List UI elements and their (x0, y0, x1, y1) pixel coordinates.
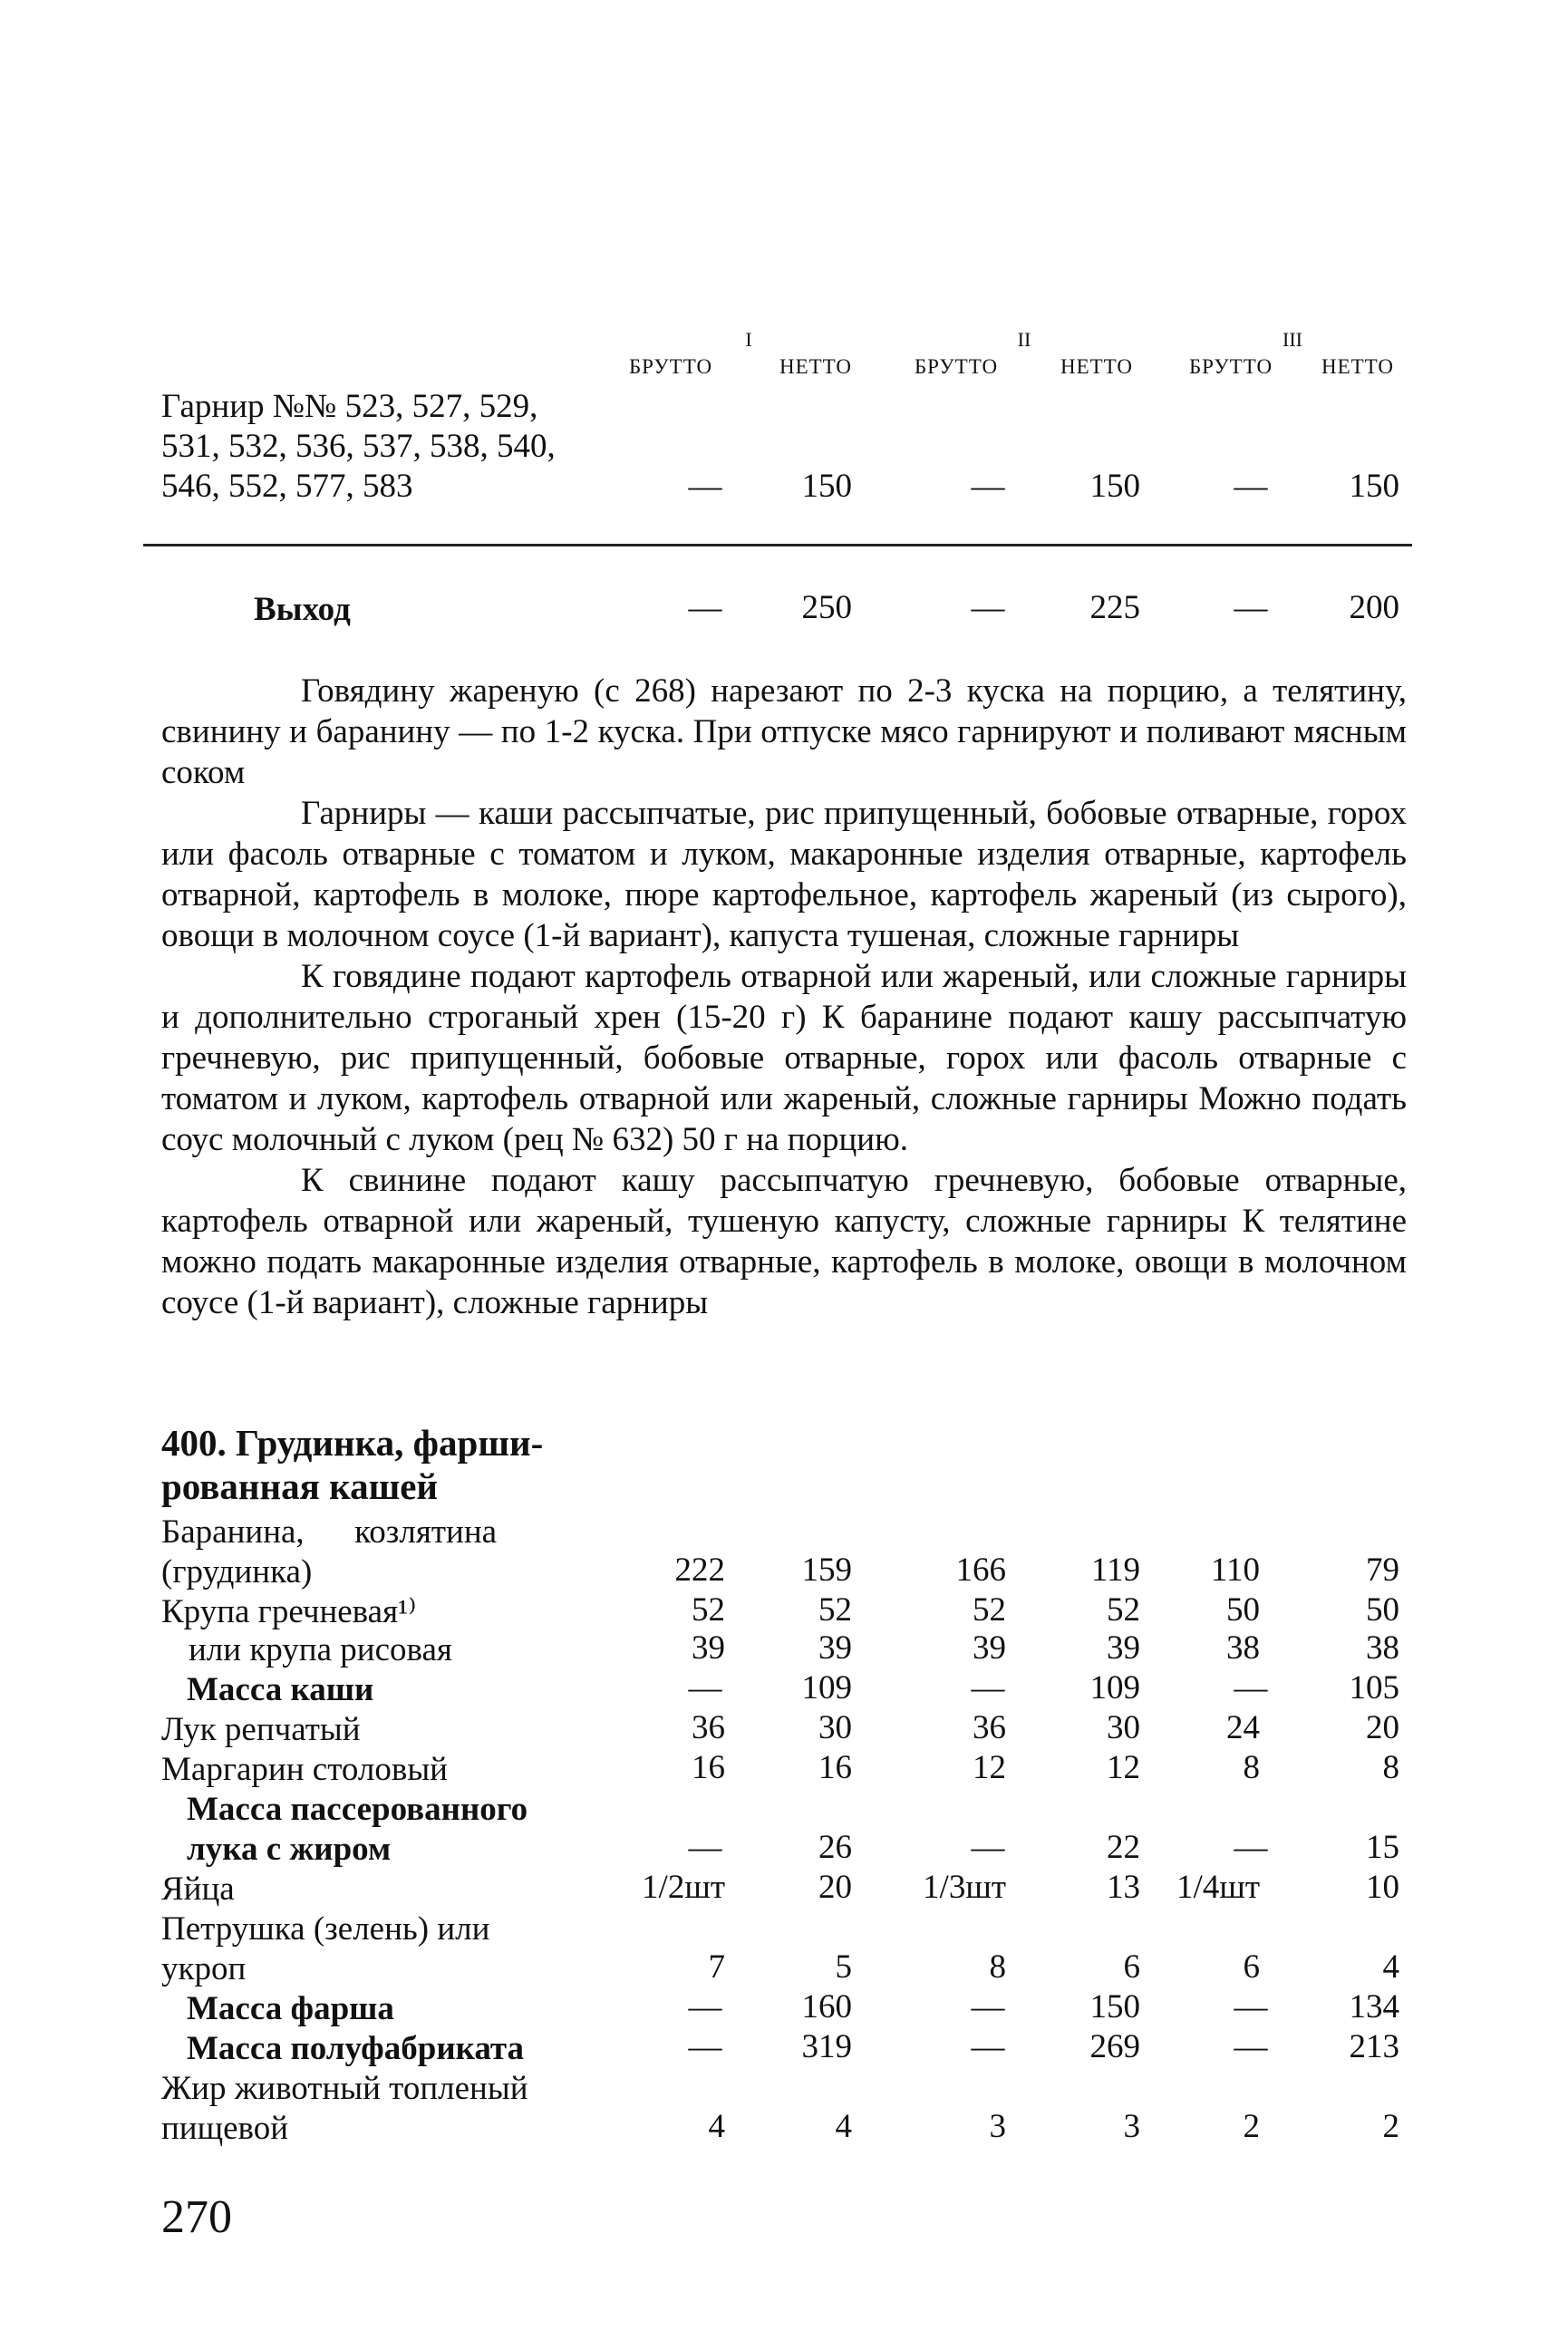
recipe-value: — (1234, 2028, 1268, 2065)
recipe-value: 110 (1210, 1552, 1260, 1589)
garnish-value: — (688, 468, 722, 505)
garnish-value: 150 (1089, 468, 1140, 505)
recipe-row-label: Масса фарша (187, 1990, 394, 2027)
recipe-row-label: Лук репчатый (161, 1711, 361, 1748)
recipe-value: 8 (1243, 1749, 1260, 1786)
recipe-value: 26 (818, 1829, 852, 1866)
brutto-header-2: БРУТТО (914, 355, 999, 378)
garnish-value: — (971, 468, 1005, 505)
recipe-value: — (688, 1988, 722, 2025)
recipe-value: — (688, 2028, 722, 2065)
recipe-value: 8 (1382, 1749, 1399, 1786)
recipe-value: 15 (1366, 1829, 1399, 1866)
recipe-value: 20 (818, 1869, 852, 1906)
garnish-value: 150 (801, 468, 852, 505)
recipe-value: 4 (835, 2108, 852, 2145)
recipe-value: 6 (1243, 1948, 1260, 1986)
recipe-row-label: Петрушка (зелень) или (161, 1910, 490, 1948)
recipe-value: 30 (818, 1709, 852, 1746)
output-value: — (688, 589, 722, 626)
recipe-value: 119 (1090, 1552, 1140, 1589)
recipe-value: 5 (835, 1948, 852, 1986)
recipe-value: 10 (1366, 1869, 1399, 1906)
recipe-value: 134 (1349, 1988, 1399, 2025)
recipe-value: 20 (1366, 1709, 1399, 1746)
recipe-value: — (971, 1669, 1005, 1706)
recipe-value: 8 (989, 1948, 1006, 1986)
paragraph: К говядине подают картофель отварной или жареный, или сложные гарниры и дополнительно строганый хрен (15-20 г) К баранине подают кашу рассыпчатую гречневую, рис припущенный, бобовые отварные, горох или фасоль отварные с томатом и луком, картофель отварной или жареный, сложные гарниры Можно подать соус молочный с луком (рец № 632) 50 г на порцию. (161, 958, 1407, 1158)
garnish-value: 150 (1349, 468, 1399, 505)
recipe-value: 109 (801, 1669, 852, 1706)
recipe-value: 222 (674, 1552, 725, 1589)
recipe-value: 160 (801, 1988, 852, 2025)
recipe-value: 13 (1107, 1869, 1140, 1906)
garnish-label-line: 546, 552, 577, 583 (161, 468, 413, 505)
garnish-label-line: Гарнир №№ 523, 527, 529, (161, 388, 538, 425)
recipe-value: — (1234, 1669, 1268, 1706)
recipe-value: 30 (1107, 1709, 1140, 1746)
recipe-value: — (688, 1669, 722, 1706)
recipe-value: 39 (818, 1629, 852, 1667)
group-header-2: II (1017, 328, 1031, 351)
recipe-value: 36 (692, 1709, 725, 1746)
recipe-value: 166 (955, 1552, 1006, 1589)
recipe-value: 16 (692, 1749, 725, 1786)
recipe-value: 39 (692, 1629, 725, 1667)
netto-header-2: НЕТТО (1060, 355, 1134, 378)
recipe-value: 1/3шт (923, 1869, 1006, 1906)
recipe-row-label: лука с жиром (187, 1831, 392, 1868)
recipe-row-label: укроп (161, 1950, 247, 1987)
recipe-value: 12 (1107, 1749, 1140, 1786)
recipe-value: 7 (708, 1948, 725, 1986)
recipe-value: 2 (1382, 2108, 1399, 2145)
recipe-value: 3 (989, 2108, 1006, 2145)
recipe-row-label: или крупа рисовая (189, 1631, 452, 1668)
garnish-value: — (1234, 468, 1268, 505)
recipe-value: 12 (973, 1749, 1006, 1786)
recipe-value: — (688, 1829, 722, 1866)
page-number: 270 (161, 2191, 232, 2243)
recipe-value: 52 (692, 1591, 725, 1629)
recipe-value: 4 (1382, 1948, 1399, 1986)
paragraph: К свинине подают кашу рассыпчатую гречневую, бобовые отварные, картофель отварной или жареный, тушеную капусту, сложные гарниры К телятине можно подать макаронные изделия отварные, картофель в молоке, овощи в молочном соусе (1-й вариант), сложные гарниры (161, 1162, 1407, 1321)
group-header-1: I (745, 328, 752, 351)
recipe-value: 38 (1226, 1629, 1260, 1667)
netto-header-1: НЕТТО (779, 355, 853, 378)
output-value: 250 (801, 589, 852, 626)
recipe-value: 16 (818, 1749, 852, 1786)
recipe-title-line: рованная кашей (161, 1465, 439, 1507)
recipe-value: 319 (801, 2028, 852, 2065)
recipe-value: 159 (801, 1552, 852, 1589)
recipe-row-label: Масса полуфабриката (187, 2030, 525, 2067)
recipe-row-label: (грудинка) (161, 1553, 313, 1590)
recipe-row-label: Масса пассерованного (187, 1791, 528, 1828)
recipe-row-label: Яйца (161, 1871, 235, 1908)
recipe-row-label: Крупа гречневая¹⁾ (161, 1593, 417, 1630)
recipe-value: 52 (1107, 1591, 1140, 1629)
recipe-value: — (971, 1829, 1005, 1866)
recipe-value: 1/4шт (1176, 1869, 1260, 1906)
recipe-value: 6 (1123, 1948, 1140, 1986)
recipe-value: 22 (1107, 1829, 1140, 1866)
recipe-value: 50 (1366, 1591, 1399, 1629)
recipe-value: 39 (1107, 1629, 1140, 1667)
recipe-row-label: Баранина, козлятина (161, 1513, 498, 1551)
recipe-value: 150 (1089, 1988, 1140, 2025)
paragraph: Говядину жареную (с 268) нарезают по 2-3 куска на порцию, а телятину, свинину и баранину — по 1-2 куска. При отпуске мясо гарнируют и поливают мясным соком (161, 672, 1407, 791)
recipe-title (161, 1421, 543, 1508)
recipe-value: — (1234, 1988, 1268, 2025)
recipe-value: 4 (708, 2108, 725, 2145)
recipe-value: 1/2шт (642, 1869, 725, 1906)
recipe-value: 269 (1089, 2028, 1140, 2065)
group-header-3: III (1282, 328, 1302, 351)
recipe-value: 79 (1366, 1552, 1399, 1589)
recipe-row-label: пищевой (161, 2110, 289, 2147)
recipe-value: — (971, 1988, 1005, 2025)
paragraph: Гарниры — каши рассыпчатые, рис припущенный, бобовые отварные, горох или фасоль отварные с томатом и луком, макаронные изделия отварные, картофель отварной, картофель в молоке, пюре картофельное, картофель жареный (из сырого), овощи в молочном соусе (1-й вариант), капуста тушеная, сложные гарниры (161, 795, 1407, 954)
recipe-value: 109 (1089, 1669, 1140, 1706)
brutto-header-1: БРУТТО (628, 355, 713, 378)
table-divider (143, 544, 1412, 546)
output-value: 200 (1349, 589, 1399, 626)
recipe-value: 39 (973, 1629, 1006, 1667)
brutto-header-3: БРУТТО (1188, 355, 1273, 378)
recipe-value: 24 (1226, 1709, 1260, 1746)
recipe-value: 38 (1366, 1629, 1399, 1667)
garnish-label-line: 531, 532, 536, 537, 538, 540, (161, 428, 556, 465)
recipe-row-label: Жир животный топленый (161, 2070, 528, 2107)
body-text (161, 671, 1407, 1323)
recipe-title-line: 400. Грудинка, фарши- (161, 1422, 544, 1464)
recipe-value: 36 (973, 1709, 1006, 1746)
recipe-value: — (1234, 1829, 1268, 1866)
recipe-value: 52 (818, 1591, 852, 1629)
recipe-value: 50 (1226, 1591, 1260, 1629)
output-value: — (971, 589, 1005, 626)
output-label: Выход (254, 591, 351, 628)
output-value: — (1234, 589, 1268, 626)
recipe-value: 213 (1349, 2028, 1399, 2065)
recipe-value: — (971, 2028, 1005, 2065)
netto-header-3: НЕТТО (1321, 355, 1395, 378)
output-value: 225 (1089, 589, 1140, 626)
recipe-value: 3 (1123, 2108, 1140, 2145)
recipe-row-label: Маргарин столовый (161, 1751, 448, 1788)
recipe-value: 2 (1243, 2108, 1260, 2145)
recipe-row-label: Масса каши (187, 1671, 374, 1708)
recipe-value: 52 (973, 1591, 1006, 1629)
recipe-value: 105 (1349, 1669, 1399, 1706)
